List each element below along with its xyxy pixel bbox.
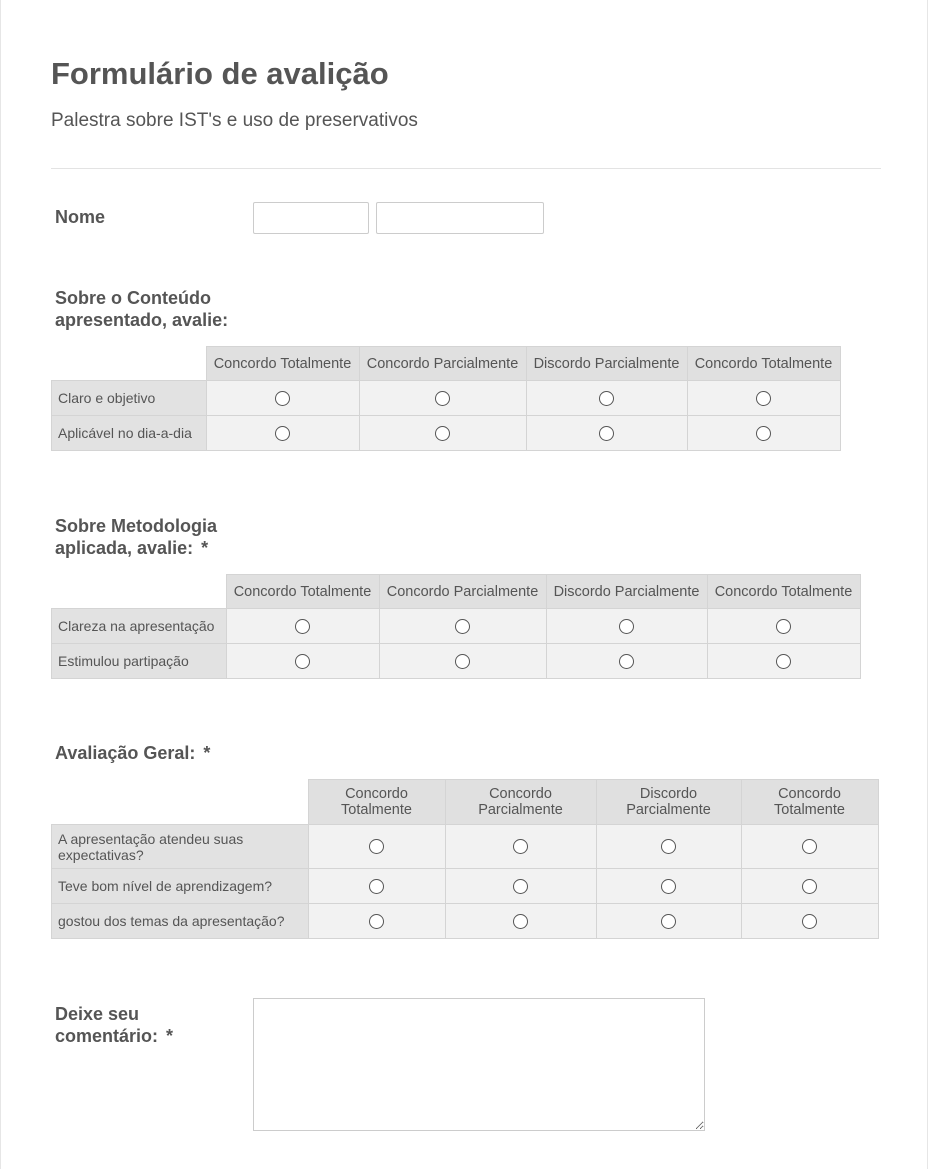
radio-cell: [308, 869, 445, 904]
radio-cell: [379, 644, 546, 679]
row-label: Claro e objetivo: [52, 381, 207, 416]
column-header: Discordo Parcialmente: [526, 347, 687, 381]
radio-button[interactable]: [435, 391, 450, 406]
row-label: A apresentação atendeu suas expectativas?: [52, 825, 309, 869]
content-question-label: [55, 287, 228, 331]
methodology-label-line1: Sobre Metodologia: [55, 516, 217, 536]
header-divider: [51, 168, 881, 169]
radio-cell: [596, 869, 741, 904]
overall-question-label: [55, 742, 210, 764]
content-matrix: [51, 346, 841, 451]
radio-button[interactable]: [513, 914, 528, 929]
name-label: Nome: [55, 207, 106, 227]
radio-cell: [445, 825, 596, 869]
row-label: gostou dos temas da apresentação?: [52, 904, 309, 939]
overall-matrix: [51, 779, 879, 939]
overall-label-text: Avaliação Geral:: [55, 743, 196, 763]
table-row: [52, 825, 879, 869]
methodology-label-line2: aplicada, avalie:: [55, 538, 194, 558]
column-header: Concordo Totalmente: [308, 780, 445, 825]
row-label: Estimulou partipação: [52, 644, 227, 679]
radio-button[interactable]: [513, 839, 528, 854]
radio-button[interactable]: [599, 391, 614, 406]
radio-cell: [445, 904, 596, 939]
radio-button[interactable]: [369, 879, 384, 894]
radio-cell: [546, 609, 707, 644]
radio-button[interactable]: [455, 654, 470, 669]
radio-button[interactable]: [661, 914, 676, 929]
column-header: Discordo Parcialmente: [546, 575, 707, 609]
radio-button[interactable]: [802, 914, 817, 929]
table-row: [52, 869, 879, 904]
row-label: Aplicável no dia-a-dia: [52, 416, 207, 451]
radio-button[interactable]: [295, 619, 310, 634]
table-row: [52, 416, 841, 451]
column-header: Concordo Totalmente: [741, 780, 878, 825]
table-row: [52, 609, 861, 644]
column-header: Concordo Parcialmente: [379, 575, 546, 609]
first-name-input[interactable]: [253, 202, 369, 234]
matrix-corner: [52, 780, 309, 825]
radio-button[interactable]: [369, 839, 384, 854]
radio-cell: [687, 416, 840, 451]
content-label-line1: Sobre o Conteúdo: [55, 288, 211, 308]
methodology-question-label: [55, 515, 217, 559]
radio-cell: [206, 381, 359, 416]
radio-button[interactable]: [802, 879, 817, 894]
comment-textarea[interactable]: [253, 998, 705, 1131]
radio-cell: [308, 825, 445, 869]
radio-button[interactable]: [756, 391, 771, 406]
radio-cell: [741, 904, 878, 939]
radio-cell: [741, 825, 878, 869]
comment-label-line1: Deixe seu: [55, 1004, 140, 1024]
radio-cell: [526, 381, 687, 416]
radio-cell: [526, 416, 687, 451]
radio-button[interactable]: [756, 426, 771, 441]
radio-button[interactable]: [369, 914, 384, 929]
radio-cell: [596, 825, 741, 869]
comment-label-line2: comentário:: [55, 1026, 159, 1046]
radio-cell: [707, 644, 860, 679]
methodology-matrix: [51, 574, 861, 679]
last-name-input[interactable]: [376, 202, 544, 234]
radio-button[interactable]: [455, 619, 470, 634]
radio-cell: [359, 416, 526, 451]
radio-cell: [596, 904, 741, 939]
radio-button[interactable]: [513, 879, 528, 894]
radio-button[interactable]: [802, 839, 817, 854]
required-asterisk: *: [166, 1026, 174, 1046]
radio-cell: [687, 381, 840, 416]
radio-button[interactable]: [619, 654, 634, 669]
row-label: Teve bom nível de aprendizagem?: [52, 869, 309, 904]
column-header: Concordo Parcialmente: [359, 347, 526, 381]
radio-button[interactable]: [275, 391, 290, 406]
radio-button[interactable]: [599, 426, 614, 441]
radio-cell: [308, 904, 445, 939]
radio-button[interactable]: [295, 654, 310, 669]
column-header: Concordo Totalmente: [687, 347, 840, 381]
form-title: Formulário de avalição: [51, 56, 389, 91]
radio-button[interactable]: [776, 654, 791, 669]
radio-cell: [226, 644, 379, 679]
radio-cell: [741, 869, 878, 904]
content-label-line2: apresentado, avalie:: [55, 310, 229, 330]
radio-button[interactable]: [619, 619, 634, 634]
radio-cell: [445, 869, 596, 904]
matrix-corner: [52, 347, 207, 381]
radio-cell: [707, 609, 860, 644]
required-asterisk: *: [203, 743, 211, 763]
table-row: [52, 381, 841, 416]
table-row: [52, 644, 861, 679]
radio-cell: [359, 381, 526, 416]
table-row: [52, 904, 879, 939]
required-asterisk: *: [201, 538, 209, 558]
radio-button[interactable]: [275, 426, 290, 441]
radio-button[interactable]: [776, 619, 791, 634]
radio-cell: [379, 609, 546, 644]
radio-cell: [546, 644, 707, 679]
column-header: Concordo Totalmente: [707, 575, 860, 609]
column-header: Concordo Parcialmente: [445, 780, 596, 825]
column-header: Discordo Parcialmente: [596, 780, 741, 825]
row-label: Clareza na apresentação: [52, 609, 227, 644]
column-header: Concordo Totalmente: [226, 575, 379, 609]
column-header: Concordo Totalmente: [206, 347, 359, 381]
comment-label: [55, 1003, 173, 1047]
radio-cell: [226, 609, 379, 644]
radio-button[interactable]: [661, 879, 676, 894]
radio-cell: [206, 416, 359, 451]
form-subtitle: Palestra sobre IST's e uso de preservativos: [51, 110, 418, 131]
radio-button[interactable]: [435, 426, 450, 441]
matrix-corner: [52, 575, 227, 609]
radio-button[interactable]: [661, 839, 676, 854]
